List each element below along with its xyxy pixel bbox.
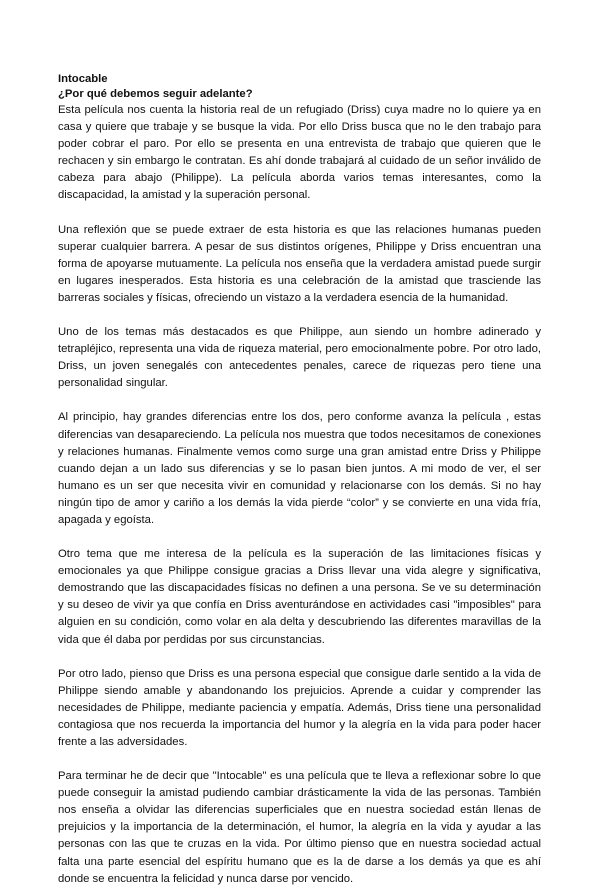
paragraph-reflection: Una reflexión que se puede extraer de esta historia es que las relaciones humanas pueden superar cualquier barrera. A pesar de sus distintos orígenes, Philippe y Driss encuentran una forma de apoyarse mutuamente. La película nos enseña que la verdadera amistad puede surgir en lugares inesperados. Esta historia es una celebración de la amistad que trasciende las barreras sociales y físicas, ofreciendo un vistazo a la verdadera esencia de la humanidad. (58, 223, 541, 304)
document-title: Intocable (58, 73, 108, 85)
paragraph-differences: Al principio, hay grandes diferencias entre los dos, pero conforme avanza la película , estas diferencias van desapareciendo. La película nos muestra que todos necesitamos de conexiones y relaciones humanas. Finalmente vemos como surge una gran amistad entre Driss y Philippe cuando dejan a un lado sus diferencias y se lo pasan bien juntos. A mi modo de ver, el ser humano es un ser que necesita vivir en comunidad y relacionarse con los demás. Si no hay ningún tipo de amor y cariño a los demás la vida pierde “color” y se convierte en una vida fría, apagada y egoísta. (58, 411, 541, 526)
paragraph-conclusion: Para terminar he de decir que "Intocable" es una película que te lleva a reflexionar sobre lo que puede conseguir la amistad pudiendo cambiar drásticamente la vida de las personas. También nos enseña a olvidar las diferencias superficiales que en nuestra sociedad están llenas de prejuicios y la importancia de la determinación, el humor, la alegría en la vida y ayudar a las personas con las que te cruzas en la vida. Por último pienso que en nuestra sociedad actual falta una parte esencial del espíritu humano que es la de darse a los demás ya que es ahí donde se encuentra la felicidad y nunca darse por vencido. (58, 770, 541, 885)
paragraph-intro: Esta película nos cuenta la historia real de un refugiado (Driss) cuya madre no lo quiere ya en casa y quiere que trabaje y se busque la vida. Por ello Driss busca que no le den trabajo para poder cobrar el paro. Por ello se presenta en una entrevista de trabajo que quieren que le rechacen y sin embargo le contratan. Es ahí donde trabajará al cuidado de un señor inválido de cabeza para abajo (Philippe). La película aborda varios temas interesantes, como la discapacidad, la amistad y la superación personal. (58, 104, 541, 202)
paragraph-themes: Uno de los temas más destacados es que Philippe, aun siendo un hombre adinerado y tetrapléjico, representa una vida de riqueza material, pero emocionalmente pobre. Por otro lado, Driss, un joven senegalés con antecedentes penales, carece de riquezas pero tiene una personalidad singular. (58, 326, 541, 390)
paragraph-driss: Por otro lado, pienso que Driss es una persona especial que consigue darle sentido a la vida de Philippe siendo amable y abandonando los prejuicios. Aprende a cuidar y comprender las necesidades de Philippe, mediante paciencia y empatía. Además, Driss tiene una personalidad contagiosa que nos recuerda la importancia del humor y la alegría en la vida para poder hacer frente a las adversidades. (58, 667, 541, 748)
document-subtitle: ¿Por qué debemos seguir adelante? (58, 88, 253, 100)
paragraph-overcoming: Otro tema que me interesa de la película es la superación de las limitaciones físicas y emocionales ya que Philippe consigue gracias a Driss llevar una vida alegre y significativa, demostrando que las discapacidades físicas no definen a una persona. Se ve su determinación y su deseo de vivir ya que confía en Driss aventurándose en actividades casi "imposibles" para alguien en su condición, como volar en ala delta y descubriendo las diferentes maravillas de la vida que él daba por perdidas por sus circunstancias. (58, 548, 541, 646)
